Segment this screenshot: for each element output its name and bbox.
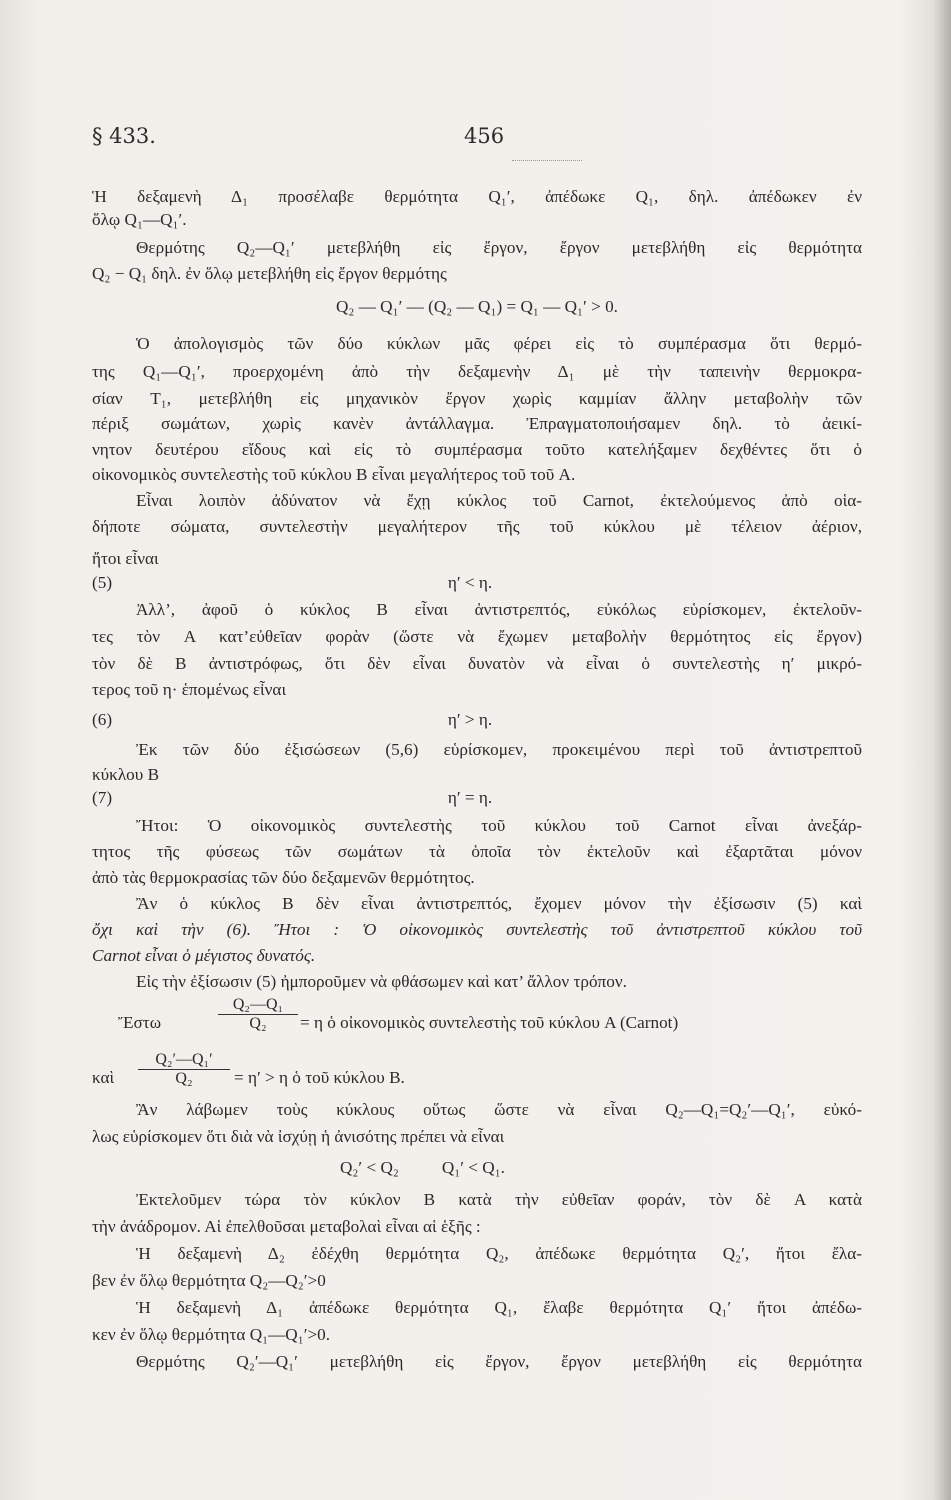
text-line: Ἤτοι: Ὁ οἰκονομικὸς συντελεστὴς τοῦ κύκλου τοῦ Carnot εἶναι ἀνεξάρ- xyxy=(136,816,862,835)
text-line: Εἰς τὴν ἐξίσωσιν (5) ἠμποροῦμεν νὰ φθάσωμεν καὶ κατ’ ἄλλον τρόπον. xyxy=(136,972,627,991)
fraction-denominator: Q₂ xyxy=(175,1070,193,1087)
equation-label: (6) xyxy=(92,710,113,729)
text-line: ὄχι καὶ τὴν (6). Ἤτοι : Ὁ οἰκονομικὸς συντελεστὴς τοῦ ἀντιστρεπτοῦ κύκλου τοῦ xyxy=(92,920,862,939)
text-line: Ἡ δεξαμενὴ Δ₂ ἐδέχθη θερμότητα Q₂, ἀπέδωκε θερμότητα Q₂′, ἤτοι ἔλα- xyxy=(136,1244,862,1263)
text-line: λως εὑρίσκομεν ὅτι διὰ νὰ ἰσχύῃ ἡ ἀνισότης πρέπει νὰ εἶναι xyxy=(92,1127,505,1146)
text-line: ἀπὸ τὰς θερμοκρασίας τῶν δύο δεξαμενῶν θερμότητος. xyxy=(92,868,475,887)
text-line: κύκλου B xyxy=(92,765,160,784)
equation-line: η′ < η. xyxy=(447,573,493,592)
text-line: ἤτοι εἶναι xyxy=(92,549,159,568)
equation-line: η′ > η. xyxy=(447,710,493,729)
text-line: Ἂν ὁ κύκλος B δὲν εἶναι ἀντιστρεπτός, ἔχομεν μόνον τὴν ἐξίσωσιν (5) καὶ xyxy=(136,894,862,913)
text-line: Ἡ δεξαμενὴ Δ₁ προσέλαβε θερμότητα Q₁′, ἀπέδωκε Q₁, δηλ. ἀπέδωκεν ἐν xyxy=(92,187,862,206)
header-rule xyxy=(512,160,582,161)
text-line: Εἶναι λοιπὸν ἀδύνατον νὰ ἔχῃ κύκλος τοῦ Carnot, ἐκτελούμενος ἀπὸ οἱα- xyxy=(136,491,862,510)
text-line: σίαν T₁, μετεβλήθη εἰς μηχανικὸν ἔργον χωρὶς καμμίαν ἄλλην μεταβολὴν τῶν xyxy=(92,389,862,408)
text-line: Ἐκ τῶν δύο ἐξισώσεων (5,6) εὑρίσκομεν, προκειμένου περὶ τοῦ ἀντιστρεπτοῦ xyxy=(136,740,862,759)
page-edge-shadow xyxy=(933,0,951,1500)
equation-line: η′ = η. xyxy=(447,788,493,807)
fraction-eta xyxy=(218,996,298,1033)
fraction-denominator: Q₂ xyxy=(249,1015,267,1032)
text-line: πέριξ σωμάτων, χωρὶς κανὲν ἀντάλλαγμα. Ἐπραγματοποιήσαμεν δηλ. τὸ ἀεικί- xyxy=(92,414,862,433)
text-line: Ὁ ἀπολογισμὸς τῶν δύο κύκλων μᾶς φέρει εἰς τὸ συμπέρασμα ὅτι θερμό- xyxy=(136,334,862,353)
text-line: τητος τῆς φύσεως τῶν σωμάτων τὰ ὁποῖα τὸν ἐκτελοῦν καὶ ἐξαρτᾶται μόνον xyxy=(92,842,862,861)
text-line: κεν ἐν ὅλῳ θερμότητα Q₁—Q₁′>0. xyxy=(92,1325,331,1344)
page-header xyxy=(92,124,861,156)
equation-label: (5) xyxy=(92,573,113,592)
section-number: § 433. xyxy=(92,124,156,148)
equation-line: Q₂ — Q₁′ — (Q₂ — Q₁) = Q₁ — Q₁′ > 0. xyxy=(336,297,618,316)
text-line: Θερμότης Q₂′—Q₁′ μετεβλήθη εἰς ἔργον, ἔργον μετεβλήθη εἰς θερμότητα xyxy=(136,1352,862,1371)
text-line: της Q₁—Q₁′, προερχομένη ἀπὸ τὴν δεξαμενὴν Δ₁ μὲ τὴν ταπεινὴν θερμοκρα- xyxy=(92,362,862,381)
text-line: τὴν ἀνάδρομον. Αἱ ἐπελθοῦσαι μεταβολαὶ εἶναι αἱ ἑξῆς : xyxy=(92,1217,481,1236)
text-line: = η′ > η ὁ τοῦ κύκλου B. xyxy=(234,1068,405,1087)
fraction-numerator: Q₂—Q₁ xyxy=(218,996,298,1015)
text-line: Carnot εἶναι ὁ μέγιστος δυνατός. xyxy=(92,946,316,965)
text-line: Ἂν λάβωμεν τοὺς κύκλους οὕτως ὥστε νὰ εἶναι Q₂—Q₁=Q₂′—Q₁′, εὐκό- xyxy=(136,1100,862,1119)
equation-line: Q₂′ < Q₂ Q₁′ < Q₁. xyxy=(340,1158,505,1177)
text-line: Ἔστω xyxy=(118,1013,162,1032)
text-line: Q₂ − Q₁ δηλ. ἐν ὅλῳ μετεβλήθη εἰς ἔργον θερμότης xyxy=(92,264,447,283)
text-line: Θερμότης Q₂—Q₁′ μετεβλήθη εἰς ἔργον, ἔργον μετεβλήθη εἰς θερμότητα xyxy=(136,238,862,257)
text-line: καὶ xyxy=(92,1068,115,1087)
text-line: Ἀλλ’, ἀφοῦ ὁ κύκλος B εἶναι ἀντιστρεπτός, εὐκόλως εὑρίσκομεν, ἐκτελοῦν- xyxy=(136,600,862,619)
text-line: οἰκονομικὸς συντελεστὴς τοῦ κύκλου B εἶναι μεγαλήτερος τοῦ τοῦ A. xyxy=(92,465,576,484)
text-line: νητον δευτέρου εἴδους καὶ εἰς τὸ συμπέρασμα τοῦτο κατελήξαμεν δεχθέντες ὅτι ὁ xyxy=(92,440,862,459)
text-line: τερος τοῦ η· ἑπομένως εἶναι xyxy=(92,680,287,699)
text-line: δήποτε σώματα, συντελεστὴν μεγαλήτερον τῆς τοῦ κύκλου μὲ τέλειον ἀέριον, xyxy=(92,517,862,536)
text-line: ὅλῳ Q₁—Q₁′. xyxy=(92,210,187,229)
text-line: τες τὸν A κατ’εὐθεῖαν φορὰν (ὥστε νὰ ἔχωμεν μεταβολὴν θερμότητος εἰς ἔργον) xyxy=(92,627,862,646)
text-line: τὸν δὲ B ἀντιστρόφως, ὅτι δὲν εἶναι δυνατὸν νὰ εἶναι ὁ συντελεστὴς η′ μικρό- xyxy=(92,654,862,673)
text-line: Ἡ δεξαμενὴ Δ₁ ἀπέδωκε θερμότητα Q₁, ἔλαβε θερμότητα Q₁′ ἤτοι ἀπέδω- xyxy=(136,1298,862,1317)
text-line: βεν ἐν ὅλῳ θερμότητα Q₂—Q₂′>0 xyxy=(92,1271,326,1290)
equation-label: (7) xyxy=(92,788,113,807)
page-number: 456 xyxy=(464,124,505,148)
fraction-eta-prime xyxy=(138,1051,230,1088)
text-line: = η ὁ οἰκονομικὸς συντελεστὴς τοῦ κύκλου A (Carnot) xyxy=(300,1013,679,1032)
fraction-numerator: Q₂′—Q₁′ xyxy=(138,1051,230,1070)
text-line: Ἐκτελοῦμεν τώρα τὸν κύκλον B κατὰ τὴν εὐθεῖαν φοράν, τὸν δὲ A κατὰ xyxy=(136,1190,862,1209)
